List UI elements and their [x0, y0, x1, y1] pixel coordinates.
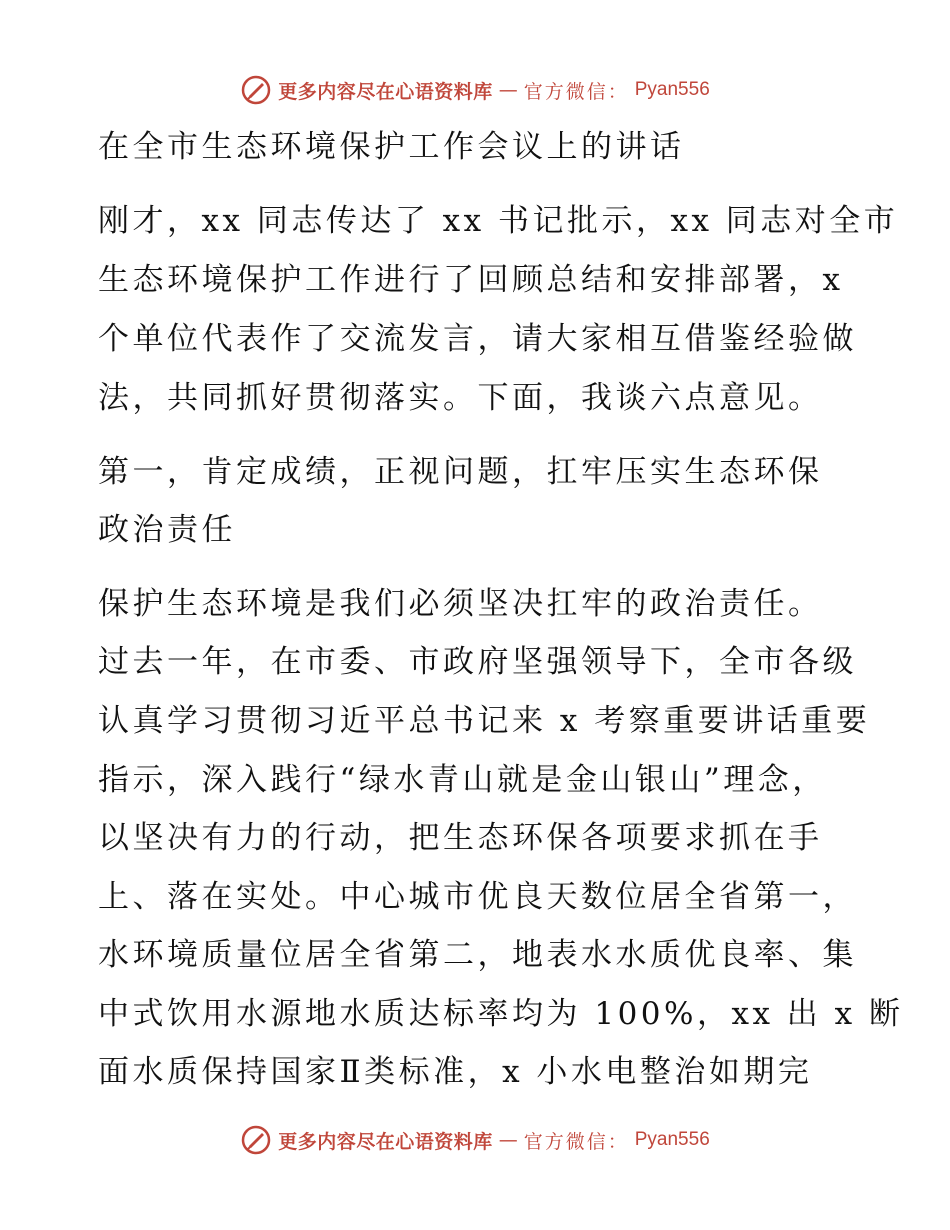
section-heading: 政治责任 [98, 512, 236, 548]
body-line: 个单位代表作了交流发言，请大家相互借鉴经验做 [98, 321, 857, 357]
watermark-wechat-id: Pyan556 [634, 1129, 710, 1150]
watermark-wechat-id: Pyan556 [634, 79, 710, 100]
watermark-dash: — [498, 79, 518, 101]
body-line: 法，共同抓好贯彻落实。下面，我谈六点意见。 [98, 380, 823, 416]
watermark-text: 更多内容尽在心语资料库 [278, 1130, 493, 1153]
watermark-footer [0, 1120, 950, 1160]
watermark-official-label: 官方微信： [523, 1130, 629, 1153]
body-line: 指示，深入践行“绿水青山就是金山银山”理念， [98, 762, 827, 798]
body-line: 认真学习贯彻习近平总书记来 x 考察重要讲话重要 [98, 703, 871, 739]
body-line: 上、落在实处。中心城市优良天数位居全省第一， [98, 879, 857, 915]
quill-logo-icon [240, 1124, 272, 1156]
body-line: 以坚决有力的行动，把生态环保各项要求抓在手 [98, 820, 823, 856]
section-heading: 第一，肯定成绩，正视问题，扛牢压实生态环保 [98, 454, 823, 490]
body-line: 中式饮用水源地水质达标率均为 100%，xx 出 x 断 [98, 996, 904, 1032]
body-line: 刚才，xx 同志传达了 xx 书记批示，xx 同志对全市 [98, 203, 899, 239]
body-line: 过去一年，在市委、市政府坚强领导下，全市各级 [98, 644, 857, 680]
watermark-header [0, 70, 950, 110]
body-line: 面水质保持国家Ⅱ类标准，x 小水电整治如期完 [98, 1054, 813, 1090]
body-line: 水环境质量位居全省第二，地表水水质优良率、集 [98, 937, 857, 973]
watermark-text: 更多内容尽在心语资料库 [278, 80, 493, 103]
quill-logo-icon [240, 74, 272, 106]
body-line: 保护生态环境是我们必须坚决扛牢的政治责任。 [98, 586, 823, 622]
document-title: 在全市生态环境保护工作会议上的讲话 [98, 129, 685, 165]
watermark-official-label: 官方微信： [523, 80, 629, 103]
body-line: 生态环境保护工作进行了回顾总结和安排部署，x [98, 262, 844, 298]
watermark-dash: — [498, 1129, 518, 1151]
